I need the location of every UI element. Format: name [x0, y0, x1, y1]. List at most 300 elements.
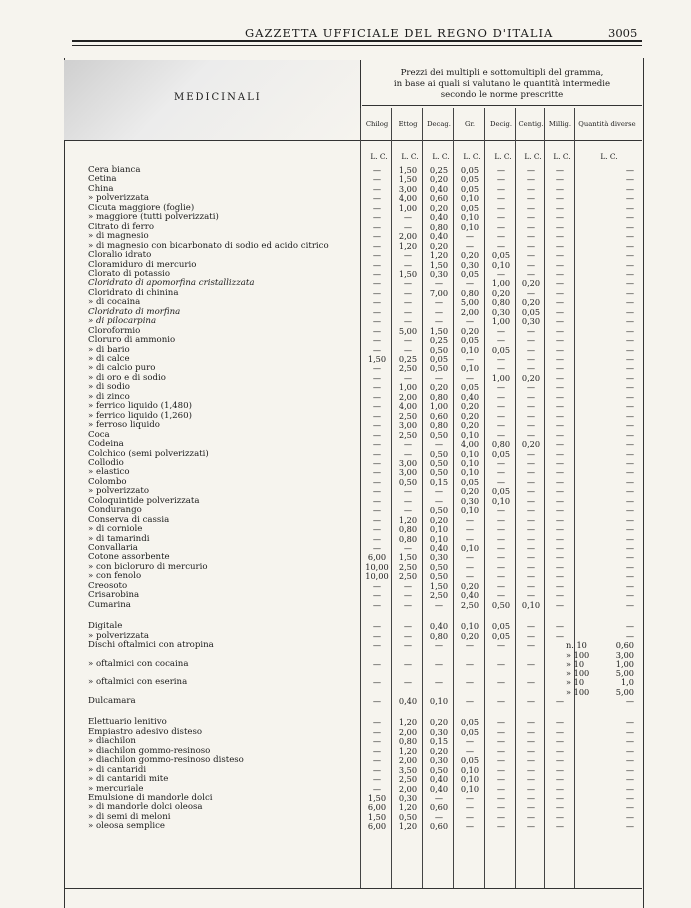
- price-cell: 2,50: [460, 599, 480, 610]
- price-cell: —: [555, 590, 565, 601]
- price-cell: —: [403, 316, 413, 327]
- price-cell: 0,40: [429, 774, 449, 785]
- price-cell: —: [496, 174, 506, 185]
- price-cell: —: [625, 382, 634, 393]
- price-cell: —: [625, 717, 634, 728]
- price-cell: 0,20: [460, 410, 480, 421]
- price-cell: 0,20: [460, 420, 480, 431]
- table-bottom-rule: [64, 888, 642, 889]
- header-rule-thin: [72, 45, 642, 46]
- price-cell: —: [555, 821, 565, 832]
- price-cell: —: [555, 391, 565, 402]
- price-cell: 0,05: [460, 476, 480, 487]
- price-cell: —: [555, 486, 565, 497]
- price-cell: —: [496, 580, 506, 591]
- price-cell: —: [526, 621, 536, 632]
- price-cell: —: [465, 802, 475, 813]
- price-cell: —: [625, 695, 634, 706]
- price-cell: —: [465, 821, 475, 832]
- price-cell: —: [372, 202, 382, 213]
- medicine-name: » mercuriale: [88, 783, 144, 794]
- price-cell: 0,25: [398, 354, 418, 364]
- price-cell: —: [372, 306, 382, 317]
- price-cell: —: [496, 382, 506, 393]
- medicine-name: » di cantaridi: [88, 764, 147, 775]
- price-cell: —: [526, 640, 536, 651]
- price-cell: 0,40: [429, 183, 449, 194]
- price-cell: —: [625, 495, 634, 506]
- header-rule: [72, 40, 642, 42]
- price-cell: —: [372, 268, 382, 279]
- price-cell: —: [496, 457, 506, 468]
- price-cell: 0,05: [460, 335, 480, 346]
- price-cell: —: [526, 745, 536, 756]
- price-cell: 0,20: [429, 745, 449, 756]
- medicine-name: Digitale: [88, 621, 123, 632]
- price-cell: —: [496, 391, 506, 402]
- price-cell: 1,50: [367, 792, 387, 803]
- price-cell: —: [526, 212, 536, 223]
- medicine-name: Colchico (semi polverizzati): [88, 448, 209, 459]
- price-cell: 0,10: [460, 448, 480, 459]
- column-unit: L. C.: [600, 152, 618, 161]
- price-cell: 1,00: [491, 372, 511, 383]
- price-cell: 0,15: [429, 476, 449, 487]
- price-cell: —: [372, 335, 382, 346]
- price-cell: 0,20: [429, 514, 449, 525]
- price-cell: —: [496, 755, 506, 766]
- price-cell: —: [403, 439, 413, 450]
- price-cell: —: [372, 580, 382, 591]
- price-cell: —: [526, 240, 536, 251]
- price-cell: 0,05: [491, 250, 511, 261]
- price-cell: —: [526, 695, 536, 706]
- price-cell: —: [496, 363, 506, 374]
- price-cell: —: [403, 621, 413, 632]
- price-cell: —: [625, 410, 634, 421]
- price-cell: 0,10: [460, 467, 480, 478]
- price-cell: 0,80: [491, 439, 511, 450]
- price-cell: —: [372, 325, 382, 336]
- price-cell: —: [555, 476, 565, 487]
- price-cell: —: [372, 363, 382, 374]
- medicine-name: » polverizzata: [88, 193, 149, 204]
- price-cell: —: [372, 259, 382, 270]
- price-cell: —: [496, 717, 506, 728]
- price-cell: —: [526, 543, 536, 553]
- stub-title: MEDICINALI: [174, 92, 262, 103]
- price-cell: —: [625, 590, 634, 601]
- price-cell: —: [434, 658, 444, 669]
- price-cell: —: [625, 726, 634, 737]
- price-cell: 2,00: [398, 231, 418, 242]
- column-unit: L. C.: [401, 152, 419, 161]
- price-cell: 5,00: [460, 297, 480, 308]
- price-cell: 2,00: [398, 783, 418, 794]
- medicine-name: Creosoto: [88, 580, 128, 591]
- medicine-name: Convallaria: [88, 543, 138, 553]
- price-cell: —: [372, 774, 382, 785]
- price-cell: —: [625, 543, 634, 553]
- price-cell: —: [526, 821, 536, 832]
- price-cell: —: [372, 695, 382, 706]
- price-cell: —: [496, 231, 506, 242]
- price-cell: 2,50: [398, 363, 418, 374]
- price-cell: 4,00: [398, 193, 418, 204]
- price-cell: —: [372, 372, 382, 383]
- price-cell: —: [555, 268, 565, 279]
- price-cell: 1,50: [429, 259, 449, 270]
- price-cell: —: [625, 792, 634, 803]
- price-cell: —: [625, 476, 634, 487]
- price-cell: —: [372, 448, 382, 459]
- price-cell: 0,10: [460, 764, 480, 775]
- price-cell: —: [625, 297, 634, 308]
- price-cell: 0,25: [429, 165, 449, 175]
- price-cell: 0,10: [460, 457, 480, 468]
- price-cell: 0,05: [491, 486, 511, 497]
- price-cell: —: [625, 811, 634, 822]
- price-cell: —: [526, 268, 536, 279]
- price-cell: 0,30: [429, 726, 449, 737]
- price-cell: —: [555, 745, 565, 756]
- price-cell: —: [465, 561, 475, 572]
- price-cell: —: [526, 476, 536, 487]
- price-cell: 0,10: [460, 621, 480, 632]
- price-cell: —: [372, 755, 382, 766]
- price-cell: 0,20: [429, 717, 449, 728]
- price-cell: —: [496, 764, 506, 775]
- price-cell: —: [526, 259, 536, 270]
- price-cell: 2,00: [398, 726, 418, 737]
- price-cell: —: [555, 561, 565, 572]
- price-cell: 2,50: [398, 429, 418, 440]
- price-cell: —: [555, 505, 565, 516]
- price-cell: —: [555, 630, 565, 641]
- price-cell: —: [372, 524, 382, 535]
- price-cell: —: [555, 755, 565, 766]
- price-cell: —: [625, 630, 634, 641]
- price-cell: —: [372, 736, 382, 747]
- price-cell: 3,00: [398, 183, 418, 194]
- price-cell: 0,05: [491, 344, 511, 355]
- price-cell: —: [465, 745, 475, 756]
- price-cell: —: [555, 231, 565, 242]
- price-cell: —: [434, 640, 444, 651]
- price-cell: 0,20: [521, 297, 541, 308]
- medicine-name: » di sodio: [88, 382, 130, 393]
- price-cell: —: [625, 571, 634, 582]
- price-cell: —: [526, 630, 536, 641]
- price-cell: —: [465, 354, 475, 364]
- price-cell: 0,50: [398, 811, 418, 822]
- price-cell: —: [403, 297, 413, 308]
- price-cell: 2,50: [398, 774, 418, 785]
- medicine-name: » oftalmici con eserina: [88, 677, 188, 688]
- price-cell: —: [496, 268, 506, 279]
- price-cell: —: [526, 533, 536, 544]
- price-cell: —: [403, 278, 413, 289]
- price-cell: —: [526, 165, 536, 175]
- price-cell: 0,20: [429, 202, 449, 213]
- column-unit: L. C.: [494, 152, 512, 161]
- price-cell: —: [496, 640, 506, 651]
- price-cell: —: [372, 717, 382, 728]
- price-cell: 1,50: [429, 580, 449, 591]
- price-cell: 0,40: [460, 590, 480, 601]
- price-cell: 0,10: [460, 363, 480, 374]
- price-cell: —: [496, 505, 506, 516]
- price-cell: —: [526, 514, 536, 525]
- column-header: Decig.: [490, 120, 512, 128]
- price-cell: —: [372, 621, 382, 632]
- price-cell: —: [625, 420, 634, 431]
- price-cell: 0,50: [398, 476, 418, 487]
- medicine-name: Cera bianca: [88, 165, 141, 175]
- price-cell: 1,50: [398, 552, 418, 563]
- price-cell: 2,00: [460, 306, 480, 317]
- price-cell: —: [372, 165, 382, 175]
- price-cell: —: [372, 231, 382, 242]
- price-cell: —: [555, 165, 565, 175]
- price-cell: 0,05: [460, 268, 480, 279]
- price-cell: 1,20: [398, 514, 418, 525]
- price-cell: —: [372, 495, 382, 506]
- price-cell: —: [372, 174, 382, 185]
- price-cell: 1,20: [429, 250, 449, 261]
- price-cell: —: [372, 278, 382, 289]
- price-cell: —: [526, 231, 536, 242]
- price-cell: 0,20: [460, 580, 480, 591]
- price-cell: 0,10: [491, 495, 511, 506]
- price-cell: —: [625, 221, 634, 232]
- price-cell: —: [496, 335, 506, 346]
- price-cell: 0,50: [429, 429, 449, 440]
- price-cell: 0,30: [521, 316, 541, 327]
- price-cell: —: [555, 287, 565, 298]
- price-cell: —: [496, 524, 506, 535]
- price-cell: —: [372, 240, 382, 251]
- price-cell: —: [526, 429, 536, 440]
- price-cell: 1,20: [398, 802, 418, 813]
- price-cell: —: [372, 429, 382, 440]
- price-cell: 1,50: [398, 165, 418, 175]
- price-cell: —: [496, 802, 506, 813]
- price-cell: —: [403, 677, 413, 688]
- price-cell: —: [526, 448, 536, 459]
- price-cell: —: [625, 231, 634, 242]
- price-cell: —: [372, 745, 382, 756]
- price-cell: —: [403, 599, 413, 610]
- price-cell: —: [526, 774, 536, 785]
- price-cell: 0,05: [460, 174, 480, 185]
- price-cell: —: [526, 802, 536, 813]
- price-cell: —: [555, 533, 565, 544]
- price-cell: —: [465, 533, 475, 544]
- column-unit: L. C.: [553, 152, 571, 161]
- span-line-3: secondo le norme prescritte: [440, 90, 564, 100]
- column-header: Gr.: [464, 120, 476, 128]
- price-cell: —: [625, 580, 634, 591]
- price-cell: 0,05: [460, 202, 480, 213]
- price-cell: —: [526, 335, 536, 346]
- price-cell: —: [496, 590, 506, 601]
- price-cell: 1,50: [367, 811, 387, 822]
- price-cell: 1,00: [615, 658, 634, 669]
- price-cell: —: [555, 599, 565, 610]
- price-cell: —: [465, 231, 475, 242]
- price-cell: 0,40: [429, 231, 449, 242]
- price-cell: —: [403, 580, 413, 591]
- medicine-name: » polverizzato: [88, 486, 150, 497]
- price-cell: 2,50: [398, 561, 418, 572]
- price-cell: 0,20: [460, 250, 480, 261]
- page-number: 3005: [608, 26, 638, 40]
- price-cell: —: [496, 429, 506, 440]
- price-cell: —: [555, 571, 565, 582]
- stub-header: [64, 60, 361, 140]
- price-cell: —: [372, 316, 382, 327]
- price-cell: —: [625, 354, 634, 364]
- price-cell: —: [555, 250, 565, 261]
- price-cell: 0,10: [460, 774, 480, 785]
- price-cell: —: [555, 316, 565, 327]
- price-cell: —: [555, 240, 565, 251]
- price-cell: 0,20: [429, 174, 449, 185]
- price-cell: —: [496, 736, 506, 747]
- price-cell: —: [526, 677, 536, 688]
- price-cell: —: [372, 193, 382, 204]
- price-cell: —: [403, 372, 413, 383]
- price-cell: —: [555, 580, 565, 591]
- price-cell: 0,50: [429, 764, 449, 775]
- price-cell: 0,80: [429, 221, 449, 232]
- price-cell: —: [465, 571, 475, 582]
- price-cell: —: [625, 344, 634, 355]
- price-cell: —: [555, 439, 565, 450]
- price-cell: —: [465, 524, 475, 535]
- price-cell: 0,15: [429, 736, 449, 747]
- price-cell: —: [496, 677, 506, 688]
- price-cell: —: [625, 401, 634, 412]
- price-cell: —: [403, 630, 413, 641]
- price-cell: 0,05: [491, 621, 511, 632]
- price-cell: —: [625, 621, 634, 632]
- column-header: Centig.: [518, 120, 544, 128]
- column-unit: L. C.: [524, 152, 542, 161]
- price-cell: —: [555, 695, 565, 706]
- medicine-name: » di magnesio: [88, 231, 149, 242]
- price-cell: —: [526, 524, 536, 535]
- price-cell: —: [372, 599, 382, 610]
- medicine-name: Cloralio idrato: [88, 250, 152, 261]
- price-cell: —: [526, 467, 536, 478]
- price-cell: 0,50: [429, 571, 449, 582]
- price-cell: —: [403, 486, 413, 497]
- medicine-name: » di zinco: [88, 391, 130, 402]
- price-cell: 0,40: [429, 212, 449, 223]
- price-cell: » 100: [566, 668, 590, 679]
- price-cell: 3,00: [398, 457, 418, 468]
- medicine-name: Emulsione di mandorle dolci: [88, 792, 213, 803]
- price-cell: —: [434, 306, 444, 317]
- price-cell: —: [555, 354, 565, 364]
- price-cell: 0,05: [521, 306, 541, 317]
- price-cell: —: [526, 250, 536, 261]
- medicine-name: » oftalmici con cocaina: [88, 658, 189, 669]
- price-cell: —: [526, 420, 536, 431]
- price-cell: 5,00: [615, 686, 634, 697]
- price-cell: 0,05: [429, 354, 449, 364]
- price-cell: —: [434, 316, 444, 327]
- price-cell: —: [372, 764, 382, 775]
- price-cell: —: [496, 467, 506, 478]
- price-cell: —: [403, 335, 413, 346]
- price-cell: 1,00: [398, 382, 418, 393]
- price-cell: 0,30: [398, 792, 418, 803]
- price-cell: 0,20: [521, 372, 541, 383]
- price-cell: 0,80: [429, 391, 449, 402]
- column-header: Decag.: [427, 120, 451, 128]
- price-cell: —: [526, 590, 536, 601]
- price-cell: 0,05: [491, 448, 511, 459]
- medicine-name: Citrato di ferro: [88, 221, 155, 232]
- price-cell: —: [372, 212, 382, 223]
- price-cell: —: [526, 736, 536, 747]
- price-cell: 0,10: [429, 695, 449, 706]
- price-cell: —: [625, 783, 634, 794]
- price-cell: —: [496, 354, 506, 364]
- price-cell: —: [625, 202, 634, 213]
- price-cell: 1,00: [398, 202, 418, 213]
- price-cell: —: [625, 599, 634, 610]
- price-cell: —: [526, 764, 536, 775]
- price-cell: 0,40: [429, 783, 449, 794]
- price-cell: 2,00: [398, 755, 418, 766]
- price-cell: 0,60: [615, 640, 634, 651]
- price-cell: —: [465, 736, 475, 747]
- price-cell: 1,50: [429, 325, 449, 336]
- price-cell: —: [555, 325, 565, 336]
- price-cell: 1,0: [620, 677, 634, 688]
- price-cell: —: [372, 410, 382, 421]
- price-cell: —: [555, 717, 565, 728]
- price-cell: —: [434, 439, 444, 450]
- price-cell: —: [555, 297, 565, 308]
- price-cell: —: [403, 658, 413, 669]
- price-cell: 0,30: [429, 552, 449, 563]
- medicine-name: Colombo: [88, 476, 127, 487]
- price-cell: —: [625, 467, 634, 478]
- price-cell: 0,40: [429, 621, 449, 632]
- price-cell: 0,10: [460, 429, 480, 440]
- price-cell: —: [625, 457, 634, 468]
- price-cell: 2,50: [398, 571, 418, 582]
- price-cell: 0,05: [460, 382, 480, 393]
- column-unit: L. C.: [463, 152, 481, 161]
- price-cell: 0,10: [460, 543, 480, 553]
- medicine-name: Cloroformio: [88, 325, 141, 336]
- price-cell: —: [555, 802, 565, 813]
- price-cell: 0,10: [429, 524, 449, 535]
- price-cell: —: [555, 429, 565, 440]
- medicine-name: Cicuta maggiore (foglie): [88, 202, 195, 213]
- price-cell: —: [372, 297, 382, 308]
- price-cell: —: [372, 590, 382, 601]
- price-cell: —: [372, 401, 382, 412]
- price-cell: —: [526, 221, 536, 232]
- price-cell: —: [625, 391, 634, 402]
